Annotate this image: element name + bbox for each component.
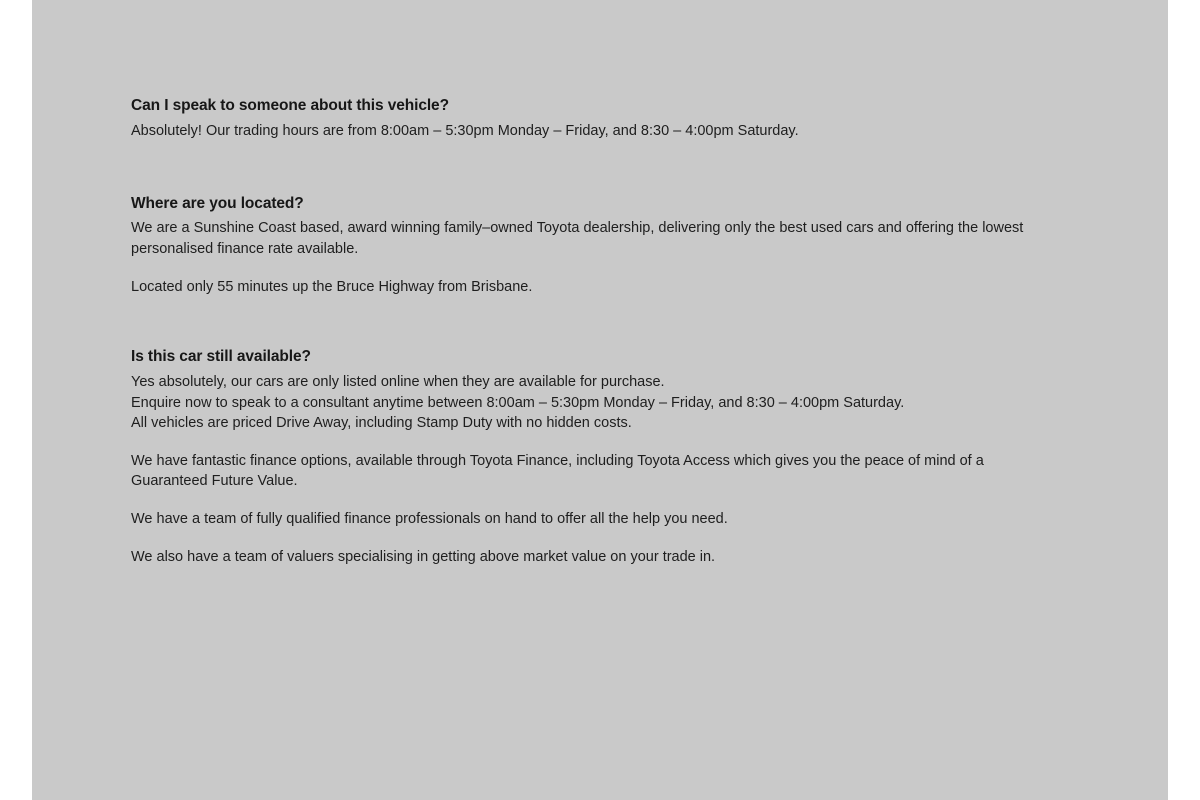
- faq-section: [131, 96, 1091, 601]
- faq-answer-paragraph: We are a Sunshine Coast based, award winning family–owned Toyota dealership, delivering only the best used cars and offering the lowest personalised finance rate available.: [131, 220, 1024, 257]
- content-panel: [32, 0, 1168, 800]
- faq-question: Where are you located?: [131, 194, 304, 212]
- faq-question: Can I speak to someone about this vehicle?: [131, 97, 449, 114]
- faq-item: [131, 96, 1091, 142]
- faq-item: [131, 347, 1091, 567]
- faq-item: [131, 194, 1091, 298]
- faq-answer-paragraph: We also have a team of valuers specialising in getting above market value on your trade in.: [131, 548, 716, 565]
- faq-answer-paragraph: Yes absolutely, our cars are only listed online when they are available for purchase.: [131, 374, 665, 391]
- faq-answer-paragraph: We have a team of fully qualified finance professionals on hand to offer all the help you need.: [131, 510, 728, 527]
- faq-answer-paragraph: Enquire now to speak to a consultant anytime between 8:00am – 5:30pm Monday – Friday, and 8:30 – 4:00pm Saturday.: [131, 394, 905, 411]
- faq-answer-paragraph: Located only 55 minutes up the Bruce Highway from Brisbane.: [131, 278, 533, 295]
- faq-answer-paragraph: We have fantastic finance options, available through Toyota Finance, including Toyota Access which gives you the peace of mind of a Guaranteed Future Value.: [131, 452, 984, 490]
- faq-question: Is this car still available?: [131, 348, 311, 366]
- faq-answer-paragraph: Absolutely! Our trading hours are from 8:00am – 5:30pm Monday – Friday, and 8:30 – 4:00pm Saturday.: [131, 122, 799, 139]
- faq-answer-paragraph: All vehicles are priced Drive Away, including Stamp Duty with no hidden costs.: [131, 415, 632, 432]
